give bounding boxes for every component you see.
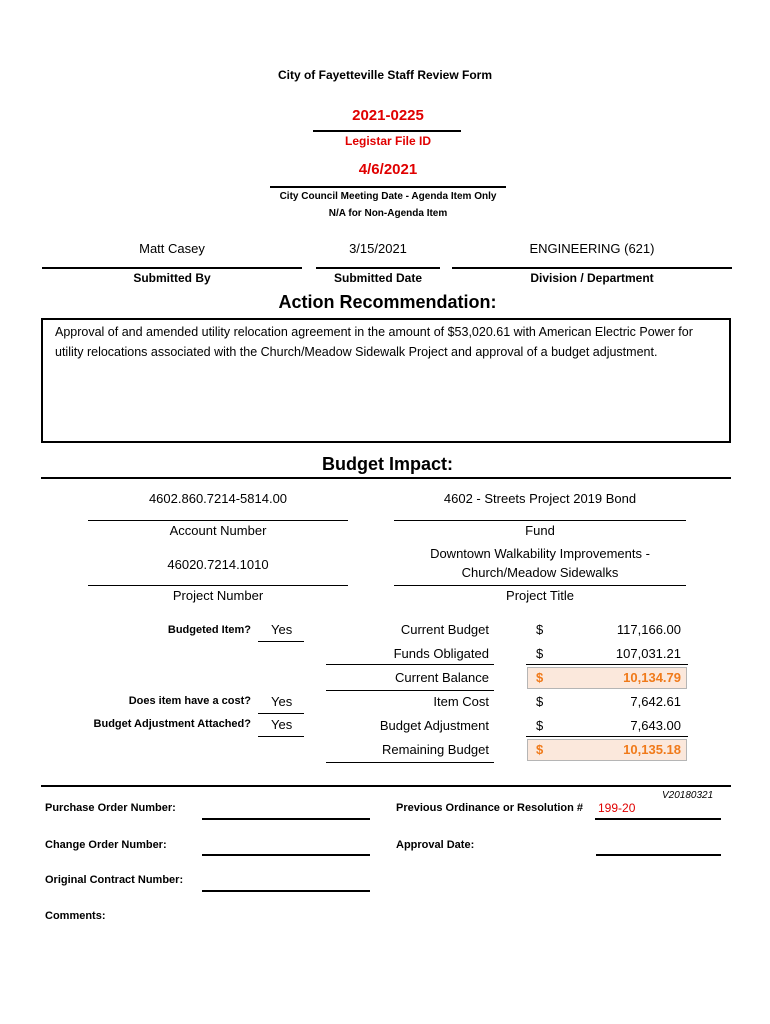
adjustment-attached-label: Budget Adjustment Attached?: [93, 718, 251, 730]
budget-divider: [41, 477, 731, 479]
project-title-underline: [394, 585, 686, 586]
has-cost-label: Does item have a cost?: [128, 695, 251, 707]
original-contract-field[interactable]: [202, 890, 370, 892]
account-number-underline: [88, 520, 348, 521]
purchase-order-label: Purchase Order Number:: [45, 802, 176, 814]
project-number-label: Project Number: [172, 588, 264, 603]
submitted-by-value: Matt Casey: [139, 241, 205, 256]
project-title-value-line2: Church/Meadow Sidewalks: [461, 565, 619, 580]
remaining-budget-amount: 10,135.18: [623, 742, 681, 757]
meeting-date-underline: [270, 186, 506, 188]
legistar-value: 2021-0225: [352, 107, 424, 124]
current-budget-currency: $: [536, 622, 544, 637]
legistar-label: Legistar File ID: [344, 134, 432, 148]
funds-obligated-rule-right: [526, 664, 688, 665]
item-cost-currency: $: [536, 694, 544, 709]
comments-label: Comments:: [45, 910, 106, 922]
project-title-value-line1: Downtown Walkability Improvements -: [430, 546, 650, 561]
funds-obligated-rule: [326, 664, 494, 665]
budget-adjustment-currency: $: [536, 718, 544, 733]
adjustment-attached-underline: [258, 736, 304, 737]
original-contract-label: Original Contract Number:: [45, 874, 184, 886]
item-cost-amount: 7,642.61: [630, 694, 681, 709]
submitted-by-underline: [42, 267, 302, 269]
current-budget-label: Current Budget: [400, 622, 489, 637]
fund-value: 4602 - Streets Project 2019 Bond: [443, 491, 637, 506]
budgeted-item-underline: [258, 641, 304, 642]
submitted-by-label: Submitted By: [133, 271, 211, 285]
current-balance-rule: [326, 690, 494, 691]
funds-obligated-label: Funds Obligated: [393, 646, 489, 661]
meeting-date-value: 4/6/2021: [358, 161, 418, 178]
footer-divider: [41, 785, 731, 787]
budgeted-item-value[interactable]: Yes: [271, 622, 293, 637]
approval-date-label: Approval Date:: [396, 839, 475, 851]
budget-adjustment-rule: [526, 736, 688, 737]
change-order-field[interactable]: [202, 854, 370, 856]
fund-underline: [394, 520, 686, 521]
legistar-underline: [313, 130, 461, 132]
approval-date-field[interactable]: [596, 854, 721, 856]
funds-obligated-currency: $: [536, 646, 544, 661]
project-title-label: Project Title: [506, 588, 574, 603]
change-order-label: Change Order Number:: [45, 839, 167, 851]
remaining-budget-rule: [326, 762, 494, 763]
action-text: Approval of and amended utility relocation agreement in the amount of $53,020.61 with American Electric Power for utility relocations associated with the Church/Meadow Sidewalk Project and approval of a budget adjustment.: [55, 325, 693, 359]
previous-ordinance-field[interactable]: [595, 818, 721, 820]
division-value: ENGINEERING (621): [529, 241, 655, 256]
action-box: [41, 318, 731, 443]
version-label: V20180321: [662, 790, 714, 801]
item-cost-label: Item Cost: [433, 694, 489, 709]
division-underline: [452, 267, 732, 269]
meeting-date-note: N/A for Non-Agenda Item: [328, 208, 448, 219]
current-budget-amount: 117,166.00: [616, 622, 681, 637]
has-cost-underline: [258, 713, 304, 714]
budget-heading: Budget Impact:: [321, 454, 453, 474]
budget-adjustment-label: Budget Adjustment: [379, 718, 489, 733]
has-cost-value[interactable]: Yes: [271, 694, 293, 709]
submitted-date-value: 3/15/2021: [349, 241, 407, 256]
account-number-label: Account Number: [169, 523, 267, 538]
action-heading: Action Recommendation:: [278, 292, 497, 312]
submitted-date-label: Submitted Date: [333, 271, 422, 285]
form-title: City of Fayetteville Staff Review Form: [277, 68, 493, 82]
budget-figures-table: [326, 620, 692, 764]
funds-obligated-amount: 107,031.21: [615, 646, 681, 661]
remaining-budget-currency: $: [536, 742, 544, 757]
current-balance-amount: 10,134.79: [623, 670, 681, 685]
fund-label: Fund: [525, 523, 555, 538]
meeting-date-label: City Council Meeting Date - Agenda Item Only: [279, 191, 497, 202]
division-label: Division / Department: [530, 271, 654, 285]
previous-ordinance-value[interactable]: 199-20: [598, 801, 636, 815]
budget-adjustment-amount: 7,643.00: [630, 718, 681, 733]
current-balance-currency: $: [536, 670, 544, 685]
submitted-date-underline: [316, 267, 440, 269]
account-number-value: 4602.860.7214-5814.00: [148, 491, 288, 506]
current-balance-label: Current Balance: [395, 670, 489, 685]
adjustment-attached-value[interactable]: Yes: [271, 717, 293, 732]
previous-ordinance-label: Previous Ordinance or Resolution #: [396, 802, 584, 814]
purchase-order-field[interactable]: [202, 818, 370, 820]
project-number-underline: [88, 585, 348, 586]
budgeted-item-label: Budgeted Item?: [167, 624, 251, 636]
remaining-budget-label: Remaining Budget: [382, 742, 489, 757]
project-number-value: 46020.7214.1010: [167, 557, 269, 572]
